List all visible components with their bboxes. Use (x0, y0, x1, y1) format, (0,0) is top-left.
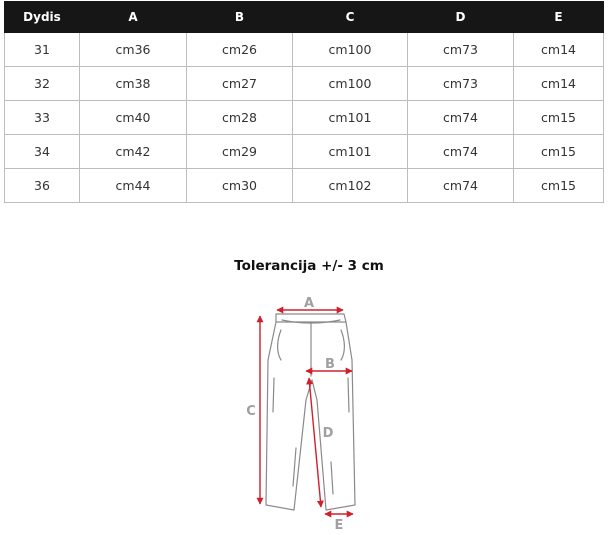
table-cell: 33 (5, 101, 80, 135)
table-cell: cm74 (408, 169, 514, 203)
table-cell: cm102 (293, 169, 408, 203)
table-cell: cm44 (80, 169, 187, 203)
table-cell: cm15 (514, 169, 604, 203)
table-cell: 34 (5, 135, 80, 169)
table-cell: cm40 (80, 101, 187, 135)
label-a: A (303, 296, 315, 311)
table-cell: cm101 (293, 101, 408, 135)
left-leg (266, 322, 312, 510)
table-cell: cm100 (293, 33, 408, 67)
table-cell: 32 (5, 67, 80, 101)
table-cell: cm36 (80, 33, 187, 67)
header-c: C (293, 2, 408, 33)
table-cell: cm42 (80, 135, 187, 169)
pants-outline (266, 314, 355, 510)
table-cell: cm14 (514, 67, 604, 101)
table-cell: cm38 (80, 67, 187, 101)
left-crease (273, 378, 296, 486)
left-pocket (278, 330, 281, 360)
right-crease (331, 378, 349, 494)
header-a: A (80, 2, 187, 33)
arrow-d (309, 378, 321, 507)
table-cell: cm26 (187, 33, 293, 67)
header-d: D (408, 2, 514, 33)
table-cell: cm100 (293, 67, 408, 101)
header-e: E (514, 2, 604, 33)
label-c: C (246, 404, 256, 419)
label-d: D (322, 426, 334, 441)
table-cell: cm29 (187, 135, 293, 169)
table-cell: cm74 (408, 101, 514, 135)
measurement-arrows (260, 310, 353, 514)
label-b: B (325, 357, 335, 372)
table-cell: cm28 (187, 101, 293, 135)
tolerance-note: Tolerancija +/- 3 cm (234, 258, 384, 274)
table-cell: 31 (5, 33, 80, 67)
table-cell: cm73 (408, 33, 514, 67)
table-cell: cm15 (514, 101, 604, 135)
label-e: E (334, 518, 344, 533)
table-cell: cm101 (293, 135, 408, 169)
header-b: B (187, 2, 293, 33)
table-cell: 36 (5, 169, 80, 203)
header-size: Dydis (5, 2, 80, 33)
right-pocket (341, 330, 344, 360)
table-cell: cm27 (187, 67, 293, 101)
table-cell: cm15 (514, 135, 604, 169)
table-cell: cm14 (514, 33, 604, 67)
table-cell: cm30 (187, 169, 293, 203)
table-cell: cm73 (408, 67, 514, 101)
table-cell: cm74 (408, 135, 514, 169)
